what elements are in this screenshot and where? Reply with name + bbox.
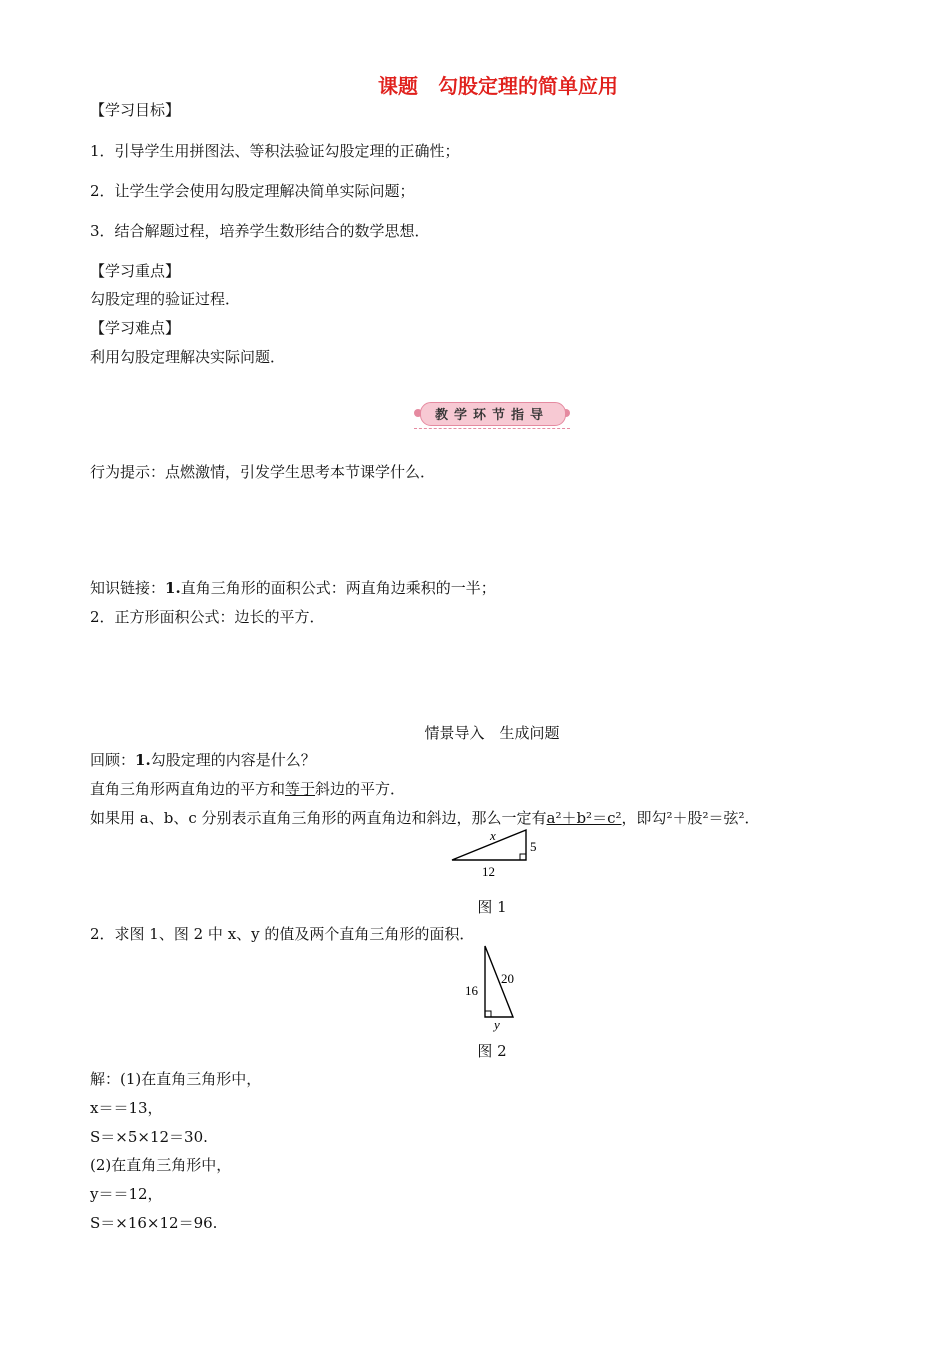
banner-dashed-line bbox=[414, 428, 570, 429]
figure-1-label-base: 12 bbox=[482, 864, 495, 878]
behavior-hint: 行为提示：点燃激情，引发学生思考本节课学什么． bbox=[90, 463, 436, 481]
answer-1-blank: 等于 bbox=[285, 780, 316, 798]
answer-1-post: 斜边的平方． bbox=[315, 780, 406, 798]
banner-label: 教学环节指导 bbox=[434, 408, 549, 423]
goal-item-3: 3．结合解题过程，培养学生数形结合的数学思想． bbox=[90, 222, 430, 240]
figure-2-label-leg: 16 bbox=[465, 983, 478, 998]
answer-2-formula: a²＋b²＝c² bbox=[546, 809, 622, 827]
review-prefix: 回顾： bbox=[90, 751, 136, 769]
review-answer-2 bbox=[90, 808, 760, 828]
knowledge-line-2: 2．正方形面积公式：边长的平方． bbox=[90, 608, 325, 626]
question-2: 2．求图 1、图 2 中 x、y 的值及两个直角三角形的面积． bbox=[90, 925, 475, 943]
figure-1-shape bbox=[452, 830, 526, 860]
solution-line-4: (2)在直角三角形中， bbox=[90, 1156, 232, 1174]
knowledge-text: 直角三角形的面积公式：两直角边乘积的一半； bbox=[180, 579, 496, 597]
answer-1-pre: 直角三角形两直角边的平方和 bbox=[90, 780, 286, 798]
figure-2-label-base: y bbox=[494, 1017, 500, 1032]
section-title: 情景导入 生成问题 bbox=[424, 724, 560, 742]
key-point-heading: 【学习重点】 bbox=[90, 262, 181, 280]
title-prefix: 课题 bbox=[378, 74, 418, 98]
answer-2-pre: 如果用 a、b、c 分别表示直角三角形的两直角边和斜边，那么一定有 bbox=[90, 809, 547, 827]
figure-2-right-angle bbox=[485, 1011, 491, 1017]
goal-item-2: 2．让学生学会使用勾股定理解决简单实际问题； bbox=[90, 182, 415, 200]
figure-1-triangle bbox=[446, 826, 546, 878]
section-banner bbox=[414, 400, 570, 432]
review-number: 1. bbox=[135, 751, 151, 769]
goals-heading: 【学习目标】 bbox=[90, 101, 181, 119]
knowledge-prefix: 知识链接： bbox=[90, 579, 166, 597]
solution-line-2: x＝＝13， bbox=[90, 1099, 163, 1117]
solution-line-6: S＝×16×12＝96. bbox=[90, 1214, 218, 1232]
figure-1-label-hyp: x bbox=[490, 828, 496, 843]
difficulty-text: 利用勾股定理解决实际问题． bbox=[90, 348, 286, 366]
figure-1-caption: 图 1 bbox=[477, 898, 507, 916]
knowledge-number: 1. bbox=[165, 579, 181, 597]
difficulty-heading: 【学习难点】 bbox=[90, 319, 181, 337]
review-question-1 bbox=[90, 750, 316, 770]
figure-2-triangle bbox=[460, 940, 530, 1032]
title-main: 勾股定理的简单应用 bbox=[438, 74, 618, 98]
solution-line-5: y＝＝12， bbox=[90, 1185, 163, 1203]
figure-2-caption: 图 2 bbox=[477, 1042, 507, 1060]
review-answer-1 bbox=[90, 779, 405, 799]
solution-line-1: 解：(1)在直角三角形中， bbox=[90, 1070, 262, 1088]
figure-1-label-leg: 5 bbox=[530, 839, 537, 854]
figure-2-label-hyp: 20 bbox=[501, 971, 514, 986]
answer-2-post: ，即勾²＋股²＝弦²． bbox=[621, 809, 760, 827]
knowledge-line-1 bbox=[90, 578, 496, 598]
page-title bbox=[0, 70, 950, 99]
figure-1-right-angle bbox=[520, 854, 526, 860]
solution-line-3: S＝×5×12＝30. bbox=[90, 1128, 208, 1146]
goal-item-1: 1．引导学生用拼图法、等积法验证勾股定理的正确性； bbox=[90, 142, 460, 160]
review-question-text: 勾股定理的内容是什么？ bbox=[150, 751, 316, 769]
key-point-text: 勾股定理的验证过程． bbox=[90, 290, 241, 308]
